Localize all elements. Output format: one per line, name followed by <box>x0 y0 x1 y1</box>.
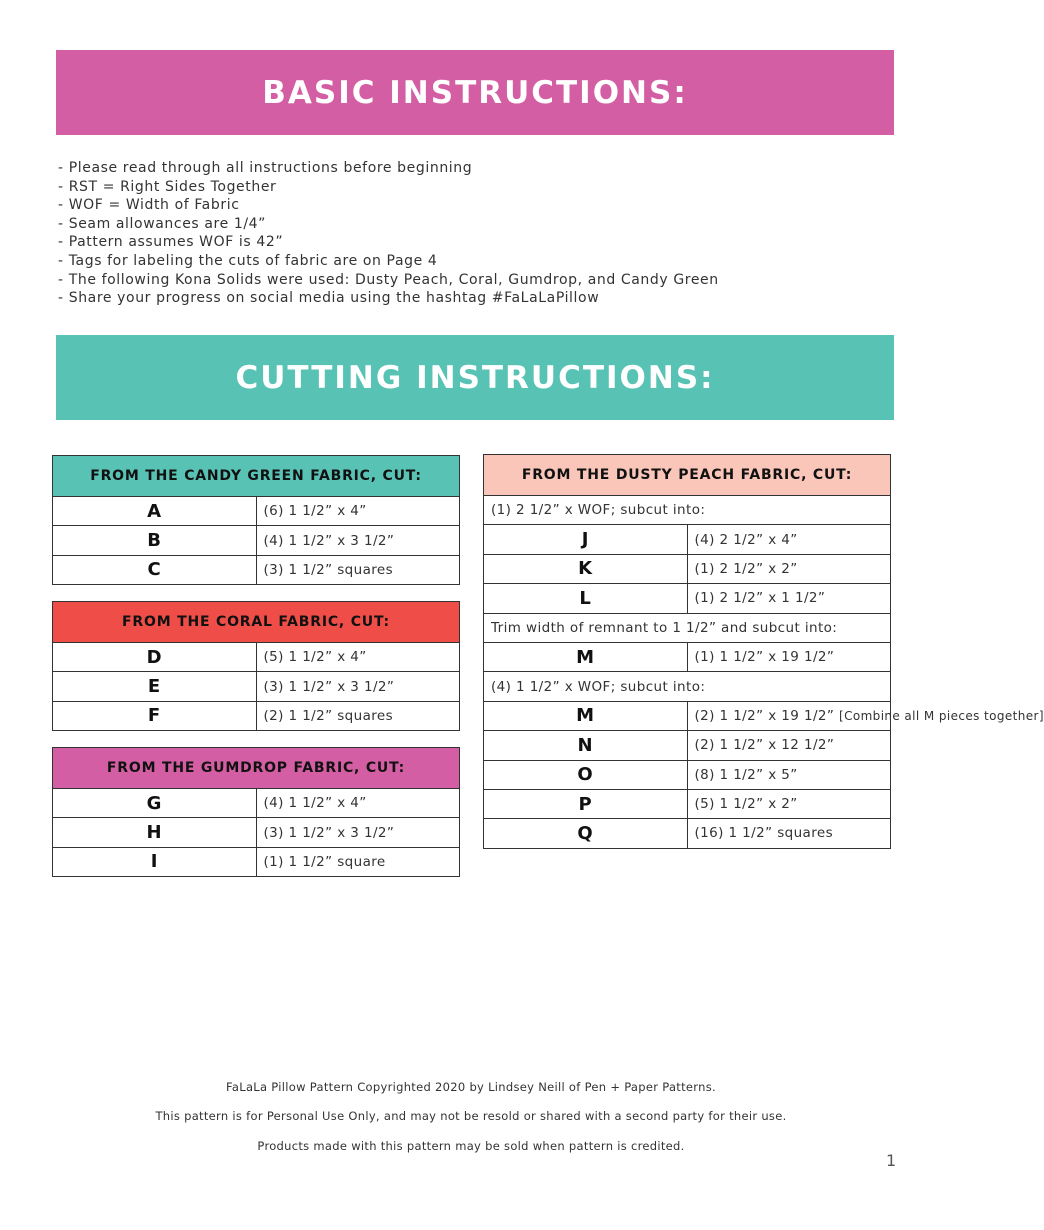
piece-letter: E <box>53 672 257 701</box>
piece-cut: (5) 1 1/2” x 4” <box>256 643 460 672</box>
piece-cut: (3) 1 1/2” squares <box>256 555 460 584</box>
table-row <box>484 554 891 583</box>
piece-letter: Q <box>484 819 688 848</box>
table-row <box>484 760 891 789</box>
table-row <box>484 642 891 671</box>
piece-cut <box>687 701 1044 730</box>
note-item: - The following Kona Solids were used: Dusty Peach, Coral, Gumdrop, and Candy Green <box>58 271 719 288</box>
table-row <box>484 496 891 525</box>
basic-instructions-list <box>58 159 719 308</box>
piece-cut: (1) 1 1/2” square <box>256 847 460 876</box>
dusty-peach-cut-table <box>483 454 1044 849</box>
table-row <box>484 584 891 613</box>
dusty-peach-header: FROM THE DUSTY PEACH FABRIC, CUT: <box>484 455 891 496</box>
piece-letter: D <box>53 643 257 672</box>
piece-letter: K <box>484 554 688 583</box>
note-item: - Pattern assumes WOF is 42” <box>58 234 284 251</box>
piece-cut: (1) 1 1/2” x 19 1/2” <box>687 642 891 671</box>
table-row <box>53 818 460 847</box>
piece-letter: A <box>53 497 257 526</box>
sale-credit-line: Products made with this pattern may be sold when pattern is credited. <box>257 1139 685 1153</box>
strip-instruction: (4) 1 1/2” x WOF; subcut into: <box>484 672 891 701</box>
table-row <box>53 643 460 672</box>
coral-cut-table <box>52 601 460 731</box>
piece-cut: (5) 1 1/2” x 2” <box>687 789 891 818</box>
piece-cut-text: (2) 1 1/2” x 19 1/2” <box>694 707 835 724</box>
piece-cut: (16) 1 1/2” squares <box>687 819 891 848</box>
gumdrop-header: FROM THE GUMDROP FABRIC, CUT: <box>53 748 460 789</box>
piece-letter: M <box>484 701 688 730</box>
copyright-line: FaLaLa Pillow Pattern Copyrighted 2020 by Lindsey Neill of Pen + Paper Patterns. <box>226 1080 716 1094</box>
piece-cut: (2) 1 1/2” squares <box>256 701 460 730</box>
table-row <box>53 497 460 526</box>
piece-letter: C <box>53 555 257 584</box>
piece-letter: P <box>484 789 688 818</box>
table-row <box>53 555 460 584</box>
piece-letter: O <box>484 760 688 789</box>
note-item: - Tags for labeling the cuts of fabric are on Page 4 <box>58 252 438 269</box>
piece-letter: J <box>484 525 688 554</box>
table-row <box>484 701 891 730</box>
table-row <box>53 847 460 876</box>
basic-instructions-title: BASIC INSTRUCTIONS: <box>262 74 688 111</box>
piece-letter: L <box>484 584 688 613</box>
piece-cut: (2) 1 1/2” x 12 1/2” <box>687 731 891 760</box>
table-row <box>484 789 891 818</box>
basic-instructions-banner <box>56 50 894 135</box>
coral-header: FROM THE CORAL FABRIC, CUT: <box>53 602 460 643</box>
note-item: - Share your progress on social media using the hashtag #FaLaLaPillow <box>58 290 600 307</box>
table-row <box>53 526 460 555</box>
piece-cut: (8) 1 1/2” x 5” <box>687 760 891 789</box>
table-row <box>484 819 891 848</box>
piece-cut: (1) 2 1/2” x 1 1/2” <box>687 584 891 613</box>
piece-cut: (4) 2 1/2” x 4” <box>687 525 891 554</box>
table-row <box>53 701 460 730</box>
combine-note: [Combine all M pieces together] <box>838 708 1044 723</box>
trim-instruction: Trim width of remnant to 1 1/2” and subcut into: <box>484 613 891 642</box>
note-item: - Seam allowances are 1/4” <box>58 215 267 232</box>
piece-letter: N <box>484 731 688 760</box>
table-row <box>484 672 891 701</box>
piece-letter: M <box>484 642 688 671</box>
piece-letter: F <box>53 701 257 730</box>
note-item: - WOF = Width of Fabric <box>58 197 240 214</box>
gumdrop-cut-table <box>52 747 460 877</box>
cutting-instructions-banner <box>56 335 894 420</box>
table-row <box>53 672 460 701</box>
page-number: 1 <box>886 1151 897 1170</box>
note-item: - RST = Right Sides Together <box>58 178 277 195</box>
note-item: - Please read through all instructions before beginning <box>58 160 473 176</box>
piece-cut: (3) 1 1/2” x 3 1/2” <box>256 818 460 847</box>
table-row <box>53 789 460 818</box>
piece-cut: (1) 2 1/2” x 2” <box>687 554 891 583</box>
piece-cut: (4) 1 1/2” x 3 1/2” <box>256 526 460 555</box>
candy-green-cut-table <box>52 455 460 585</box>
table-row <box>484 613 891 642</box>
piece-letter: G <box>53 789 257 818</box>
cutting-instructions-title: CUTTING INSTRUCTIONS: <box>235 359 715 396</box>
piece-letter: H <box>53 818 257 847</box>
piece-letter: B <box>53 526 257 555</box>
personal-use-line: This pattern is for Personal Use Only, and may not be resold or shared with a second party for their use. <box>155 1109 787 1123</box>
piece-letter: I <box>53 847 257 876</box>
piece-cut: (3) 1 1/2” x 3 1/2” <box>256 672 460 701</box>
table-row <box>484 525 891 554</box>
piece-cut: (4) 1 1/2” x 4” <box>256 789 460 818</box>
piece-cut: (6) 1 1/2” x 4” <box>256 497 460 526</box>
candy-green-header: FROM THE CANDY GREEN FABRIC, CUT: <box>53 456 460 497</box>
strip-instruction: (1) 2 1/2” x WOF; subcut into: <box>484 496 891 525</box>
table-row <box>484 731 891 760</box>
